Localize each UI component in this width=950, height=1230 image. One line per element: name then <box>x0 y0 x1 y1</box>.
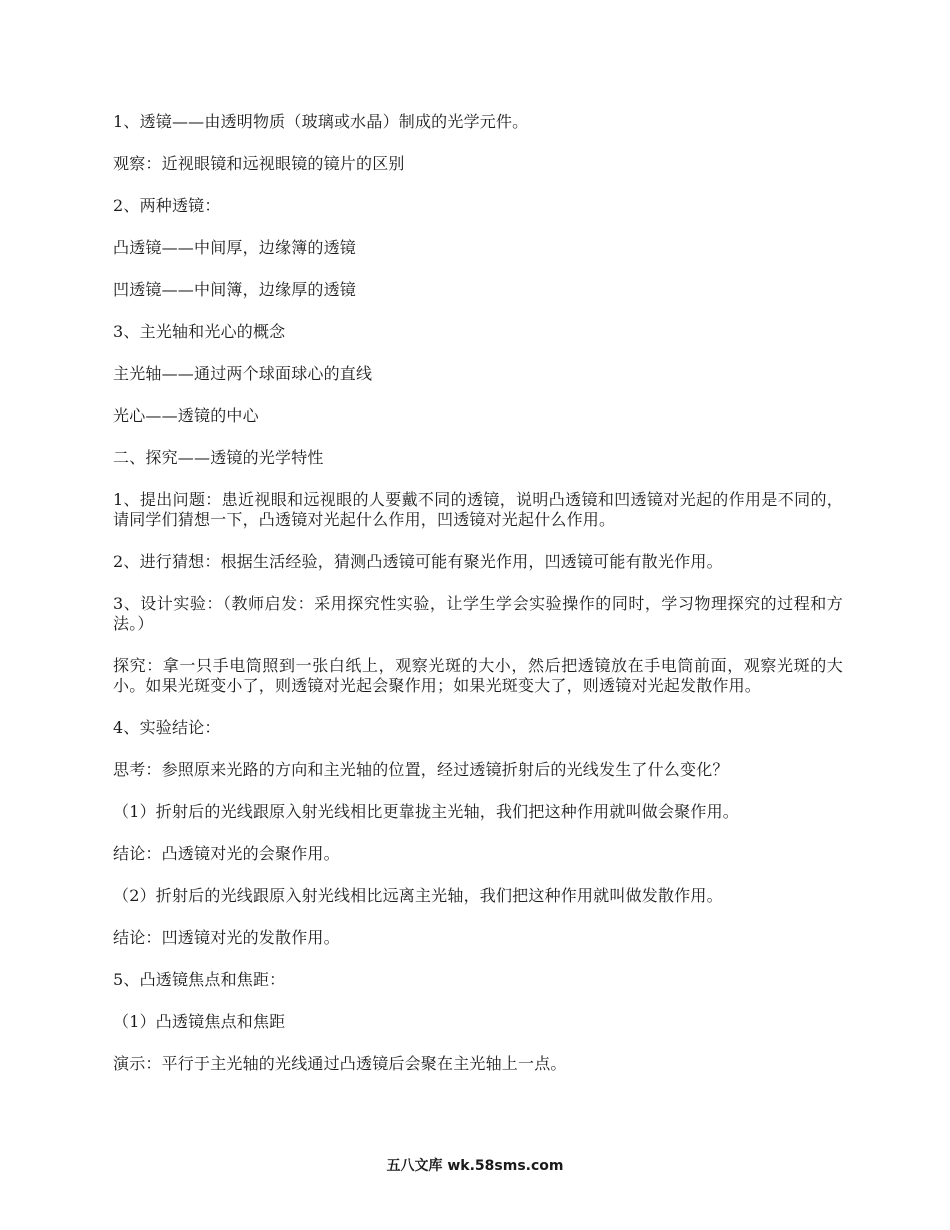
paragraph: 结论：凸透镜对光的会聚作用。 <box>113 844 340 863</box>
paragraph: 3、设计实验：（教师启发：采用探究性实验，让学生学会实验操作的同时，学习物理探究的过程和方法。） <box>113 594 843 633</box>
paragraph: 2、进行猜想：根据生活经验，猜测凸透镜可能有聚光作用，凹透镜可能有散光作用。 <box>113 552 723 571</box>
paragraph: 演示：平行于主光轴的光线通过凸透镜后会聚在主光轴上一点。 <box>113 1054 567 1073</box>
paragraph: 探究：拿一只手电筒照到一张白纸上，观察光斑的大小，然后把透镜放在手电筒前面，观察光斑的大小。如果光斑变小了，则透镜对光起会聚作用；如果光斑变大了，则透镜对光起发散作用。 <box>113 656 843 695</box>
paragraph: 结论：凹透镜对光的发散作用。 <box>113 928 340 947</box>
paragraph: （1）折射后的光线跟原入射光线相比更靠拢主光轴，我们把这种作用就叫做会聚作用。 <box>113 802 739 821</box>
paragraph: 凸透镜——中间厚，边缘簿的透镜 <box>113 238 357 257</box>
paragraph: （1）凸透镜焦点和焦距 <box>113 1012 286 1031</box>
paragraph: 凹透镜——中间簿，边缘厚的透镜 <box>113 280 357 299</box>
paragraph: 观察：近视眼镜和远视眼镜的镜片的区别 <box>113 154 405 173</box>
paragraph: 2、两种透镜： <box>113 196 221 215</box>
paragraph: 1、提出问题：患近视眼和远视眼的人要戴不同的透镜，说明凸透镜和凹透镜对光起的作用是不同的，请同学们猜想一下，凸透镜对光起什么作用，凹透镜对光起什么作用。 <box>113 490 843 529</box>
paragraph: 主光轴——通过两个球面球心的直线 <box>113 364 373 383</box>
paragraph: 二、探究——透镜的光学特性 <box>113 448 324 467</box>
paragraph: 光心——透镜的中心 <box>113 406 259 425</box>
paragraph: 思考：参照原来光路的方向和主光轴的位置，经过透镜折射后的光线发生了什么变化？ <box>113 760 729 779</box>
paragraph: 4、实验结论： <box>113 718 221 737</box>
paragraph: 1、透镜——由透明物质（玻璃或水晶）制成的光学元件。 <box>113 112 529 131</box>
page-footer: 五八文库 wk.58sms.com <box>386 1158 564 1174</box>
paragraph: 3、主光轴和光心的概念 <box>113 322 286 341</box>
paragraph: 5、凸透镜焦点和焦距： <box>113 970 286 989</box>
paragraph: （2）折射后的光线跟原入射光线相比远离主光轴，我们把这种作用就叫做发散作用。 <box>113 886 723 905</box>
document-body <box>113 112 843 1096</box>
